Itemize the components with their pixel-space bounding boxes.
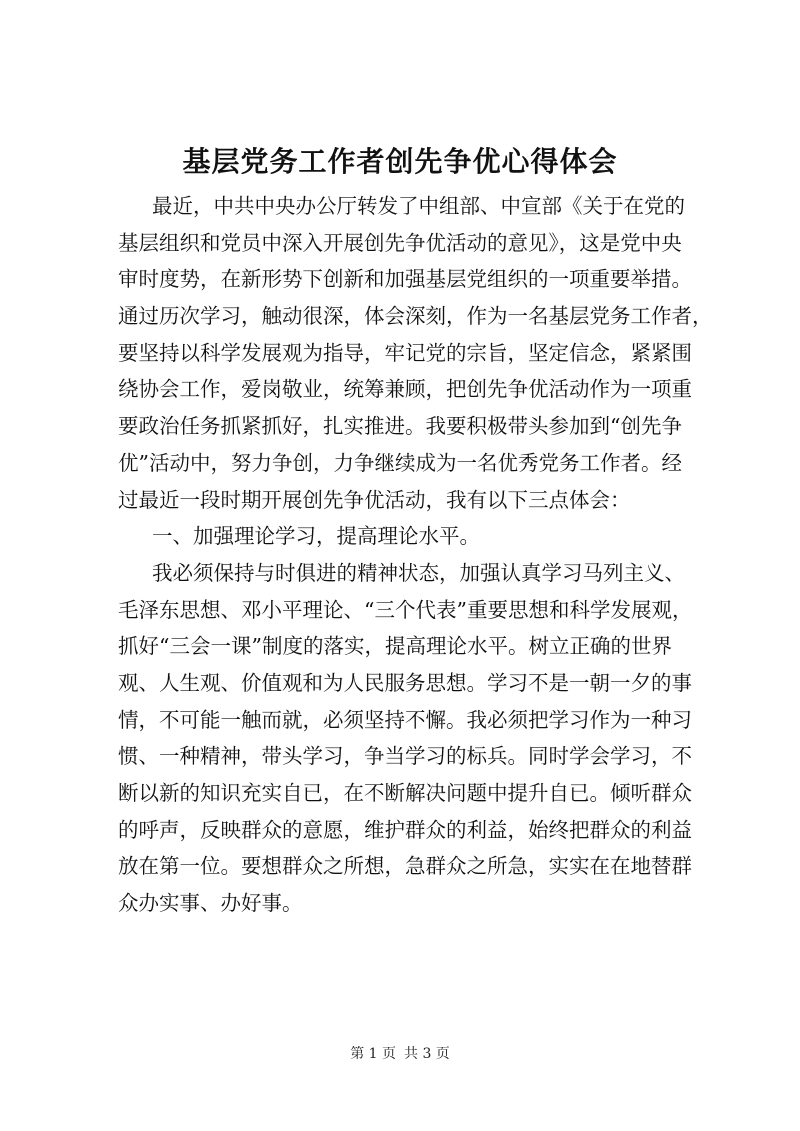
paragraph-line: 最近，中共中央办公厅转发了中组部、中宣部《关于在党的 <box>152 194 685 218</box>
paragraph-line: 通过历次学习，触动很深，体会深刻，作为一名基层党务工作者， <box>118 304 713 329</box>
paragraph-line: 众办实事、办好事。 <box>118 891 303 916</box>
paragraph-line: 抓好“三会一课”制度的落实，提高理论水平。树立正确的世界 <box>118 634 672 659</box>
paragraph-line: 基层组织和党员中深入开展创先争优活动的意见》，这是党中央 <box>118 230 682 255</box>
paragraph-line: 放在第一位。要想群众之所想，急群众之所急，实实在在地替群 <box>118 854 692 879</box>
section-heading: 一、加强理论学习，提高理论水平。 <box>152 524 480 549</box>
paragraph-line: 要坚持以科学发展观为指导，牢记党的宗旨，坚定信念，紧紧围 <box>118 340 692 365</box>
paragraph-line: 过最近一段时期开展创先争优活动，我有以下三点体会： <box>118 487 631 512</box>
paragraph-line: 要政治任务抓紧抓好，扎实推进。我要积极带头参加到“创先争 <box>118 414 682 439</box>
page-number: 第 1 页 <box>350 1046 396 1062</box>
paragraph-line: 审时度势，在新形势下创新和加强基层党组织的一项重要举措。 <box>118 267 692 292</box>
paragraph-line: 的呼声，反映群众的意愿，维护群众的利益，始终把群众的利益 <box>118 817 692 842</box>
page-footer <box>0 1044 800 1064</box>
document-title: 基层党务工作者创先争优心得体会 <box>182 145 618 178</box>
page-total: 共 3 页 <box>404 1046 450 1062</box>
paragraph-line: 观、人生观、价值观和为人民服务思想。学习不是一朝一夕的事 <box>118 670 692 695</box>
paragraph-line: 优”活动中，努力争创，力争继续成为一名优秀党务工作者。经 <box>118 450 682 475</box>
document-body <box>118 188 713 922</box>
paragraph-line: 情，不可能一触而就，必须坚持不懈。我必须把学习作为一种习 <box>118 707 692 732</box>
paragraph-line: 我必须保持与时俱进的精神状态，加强认真学习马列主义、 <box>152 560 685 585</box>
paragraph-line: 毛泽东思想、邓小平理论、“三个代表”重要思想和科学发展观， <box>118 597 693 622</box>
paragraph-line: 绕协会工作，爱岗敬业，统筹兼顾，把创先争优活动作为一项重 <box>118 377 692 402</box>
paragraph-line: 惯、一种精神，带头学习，争当学习的标兵。同时学会学习，不 <box>118 744 692 769</box>
paragraph-line: 断以新的知识充实自已，在不断解决问题中提升自已。倾听群众 <box>118 781 692 805</box>
